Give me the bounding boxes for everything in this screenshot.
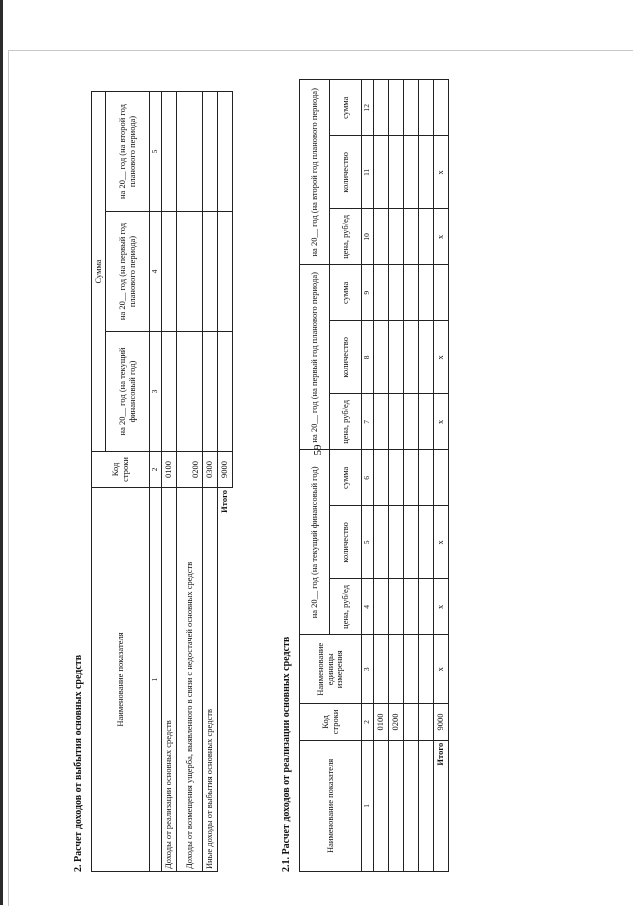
table-row: [162, 91, 177, 871]
value-cell[interactable]: [374, 136, 389, 209]
value-cell[interactable]: [404, 635, 419, 704]
row-code: 0300: [203, 452, 218, 488]
value-cell[interactable]: [218, 212, 233, 332]
value-cell[interactable]: [404, 209, 419, 265]
row-name[interactable]: [419, 740, 434, 871]
value-cell[interactable]: [404, 506, 419, 579]
value-cell[interactable]: [389, 635, 404, 704]
total-row: [218, 91, 233, 871]
value-cell[interactable]: [374, 209, 389, 265]
x-mark: x: [434, 394, 449, 450]
value-cell[interactable]: [374, 80, 389, 136]
header-price: цена, руб/ед: [330, 579, 362, 635]
row-name: Доходы от реализации основных средств: [162, 488, 177, 872]
value-cell[interactable]: [419, 394, 434, 450]
value-cell[interactable]: [374, 579, 389, 635]
value-cell[interactable]: [419, 579, 434, 635]
header-year-second: на 20__ год (на второй год планового периода): [300, 80, 330, 265]
header-sum: сумма: [330, 450, 362, 506]
value-cell[interactable]: [404, 394, 419, 450]
table-row: [374, 35, 389, 872]
header-code: Код строки: [92, 452, 150, 488]
value-cell[interactable]: [404, 579, 419, 635]
table-row: [177, 91, 203, 871]
table-row: [404, 35, 419, 872]
value-cell[interactable]: [218, 332, 233, 452]
total-code: 9000: [434, 704, 449, 741]
row-code: [419, 704, 434, 741]
value-cell[interactable]: [389, 265, 404, 321]
value-cell[interactable]: [419, 506, 434, 579]
header-price: цена, руб/ед: [330, 394, 362, 450]
value-cell[interactable]: [374, 321, 389, 394]
col-number: 2: [362, 704, 374, 741]
col-number: 11: [362, 136, 374, 209]
col-number: 7: [362, 394, 374, 450]
row-name: Доходы от возмещения ущерба, выявленного в связи с недостачей основных средств: [177, 488, 203, 872]
value-cell[interactable]: [404, 80, 419, 136]
header-sum: сумма: [330, 80, 362, 136]
total-label: Итого: [219, 490, 230, 513]
value-cell[interactable]: [162, 91, 177, 211]
col-number: 10: [362, 209, 374, 265]
row-code: 0100: [374, 704, 389, 741]
value-cell[interactable]: [434, 80, 449, 136]
value-cell[interactable]: [203, 332, 218, 452]
value-cell[interactable]: [419, 80, 434, 136]
x-mark: x: [434, 321, 449, 394]
value-cell[interactable]: [434, 450, 449, 506]
header-year-first: на 20__ год (на первый год планового периода): [300, 265, 330, 450]
row-code: 0200: [389, 704, 404, 741]
rotated-content: [45, 22, 595, 882]
value-cell[interactable]: [419, 450, 434, 506]
value-cell[interactable]: [419, 209, 434, 265]
header-code: Код строки: [300, 704, 362, 741]
value-cell[interactable]: [162, 332, 177, 452]
row-name: Иные доходы от выбытия основных средств: [203, 488, 218, 872]
value-cell[interactable]: [404, 136, 419, 209]
value-cell[interactable]: [419, 136, 434, 209]
value-cell[interactable]: [374, 635, 389, 704]
value-cell[interactable]: [419, 635, 434, 704]
value-cell[interactable]: [162, 212, 177, 332]
row-code: 0200: [177, 452, 203, 488]
value-cell[interactable]: [177, 212, 203, 332]
value-cell[interactable]: [177, 91, 203, 211]
row-name[interactable]: [374, 740, 389, 871]
value-cell[interactable]: [389, 321, 404, 394]
total-code: 9000: [218, 452, 233, 488]
table-row: [203, 91, 218, 871]
x-mark: x: [434, 136, 449, 209]
col-number: 3: [362, 635, 374, 704]
total-row: [434, 35, 449, 872]
header-quantity: количество: [330, 136, 362, 209]
value-cell[interactable]: [374, 265, 389, 321]
row-name[interactable]: [404, 740, 419, 871]
row-name[interactable]: [389, 740, 404, 871]
header-year-current: на 20__ год (на текущий финансовый год): [300, 450, 330, 635]
row-code: 0100: [162, 452, 177, 488]
col-number: 4: [362, 579, 374, 635]
header-year-second: на 20__ год (на второй год планового периода): [106, 91, 150, 211]
value-cell[interactable]: [218, 91, 233, 211]
value-cell[interactable]: [389, 506, 404, 579]
value-cell[interactable]: [389, 209, 404, 265]
col-number: 9: [362, 265, 374, 321]
page-number: 59: [312, 444, 324, 456]
value-cell[interactable]: [389, 136, 404, 209]
header-name: Наименование показателя: [92, 488, 150, 872]
header-unit: Наименование единицы измерения: [300, 635, 362, 704]
value-cell[interactable]: [404, 450, 419, 506]
table-row: [419, 35, 434, 872]
x-mark: x: [434, 506, 449, 579]
section-2-table: [91, 91, 233, 872]
value-cell[interactable]: [389, 80, 404, 136]
value-cell[interactable]: [419, 265, 434, 321]
row-code: [404, 704, 419, 741]
header-year-first: на 20__ год (на первый год планового периода): [106, 212, 150, 332]
header-sum: сумма: [330, 265, 362, 321]
col-number: 5: [362, 506, 374, 579]
value-cell[interactable]: [177, 332, 203, 452]
header-year-current: на 20__ год (на текущий финансовый год): [106, 332, 150, 452]
header-quantity: количество: [330, 506, 362, 579]
value-cell[interactable]: [203, 91, 218, 211]
section-2-1-title: 2.1. Расчет доходов от реализации основных средств: [281, 636, 292, 872]
value-cell[interactable]: [374, 450, 389, 506]
col-number: 2: [150, 452, 162, 488]
col-number: 4: [150, 212, 162, 332]
col-number: 8: [362, 321, 374, 394]
section-2-title: 2. Расчет доходов от выбытия основных средств: [73, 654, 84, 872]
value-cell[interactable]: [203, 212, 218, 332]
header-sum: Сумма: [92, 91, 106, 451]
section-2-1-table: [299, 34, 449, 872]
col-number: 6: [362, 450, 374, 506]
col-number: 12: [362, 80, 374, 136]
table-row: [389, 35, 404, 872]
col-number: 1: [150, 488, 162, 872]
scan-edge: [0, 0, 3, 905]
x-mark: x: [434, 579, 449, 635]
header-quantity: количество: [330, 321, 362, 394]
value-cell[interactable]: [389, 450, 404, 506]
col-number: 5: [150, 91, 162, 211]
total-label: Итого: [434, 740, 449, 871]
header-price: цена, руб/ед: [330, 209, 362, 265]
value-cell[interactable]: [389, 579, 404, 635]
value-cell[interactable]: [374, 506, 389, 579]
value-cell[interactable]: [404, 265, 419, 321]
value-cell[interactable]: [434, 265, 449, 321]
value-cell[interactable]: [404, 321, 419, 394]
col-number: 3: [150, 332, 162, 452]
value-cell[interactable]: [374, 394, 389, 450]
x-mark: x: [434, 635, 449, 704]
header-name: Наименование показателя: [300, 740, 362, 871]
x-mark: x: [434, 209, 449, 265]
col-number: 1: [362, 740, 374, 871]
value-cell[interactable]: [389, 394, 404, 450]
value-cell[interactable]: [419, 321, 434, 394]
